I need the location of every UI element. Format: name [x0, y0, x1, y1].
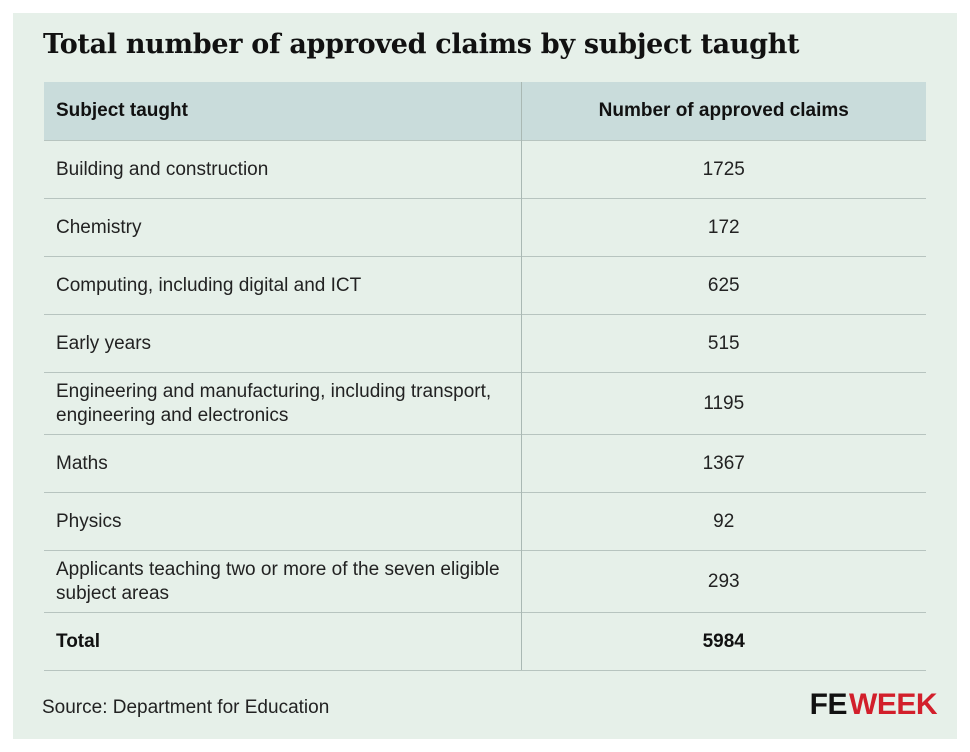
- chart-card: [13, 13, 957, 739]
- subject-cell: Building and construction: [44, 141, 521, 199]
- chart-title: Total number of approved claims by subject taught: [43, 29, 800, 60]
- table-row: [44, 199, 926, 257]
- source-note: Source: Department for Education: [42, 697, 330, 718]
- claims-cell: 172: [521, 199, 926, 257]
- column-header-claims: Number of approved claims: [521, 82, 926, 141]
- table-row: [44, 493, 926, 551]
- table-header-row: [44, 82, 926, 141]
- subject-cell: Engineering and manufacturing, including transport, engineering and electronics: [44, 373, 521, 435]
- subject-cell: Maths: [44, 435, 521, 493]
- claims-cell: 1725: [521, 141, 926, 199]
- table-row: [44, 257, 926, 315]
- fe-week-logo: FEWEEK: [809, 688, 937, 721]
- table-row: [44, 141, 926, 199]
- subject-cell: Applicants teaching two or more of the seven eligible subject areas: [44, 551, 521, 613]
- total-row: [44, 613, 926, 671]
- total-value: 5984: [521, 613, 926, 671]
- table-row: [44, 373, 926, 435]
- claims-cell: 293: [521, 551, 926, 613]
- subject-cell: Computing, including digital and ICT: [44, 257, 521, 315]
- table-row: [44, 551, 926, 613]
- claims-cell: 1367: [521, 435, 926, 493]
- claims-cell: 515: [521, 315, 926, 373]
- subject-cell: Early years: [44, 315, 521, 373]
- column-header-subject: Subject taught: [44, 82, 521, 141]
- claims-table: [44, 82, 926, 671]
- total-label: Total: [44, 613, 521, 671]
- claims-cell: 1195: [521, 373, 926, 435]
- subject-cell: Chemistry: [44, 199, 521, 257]
- subject-cell: Physics: [44, 493, 521, 551]
- table-row: [44, 315, 926, 373]
- table-row: [44, 435, 926, 493]
- claims-cell: 92: [521, 493, 926, 551]
- claims-cell: 625: [521, 257, 926, 315]
